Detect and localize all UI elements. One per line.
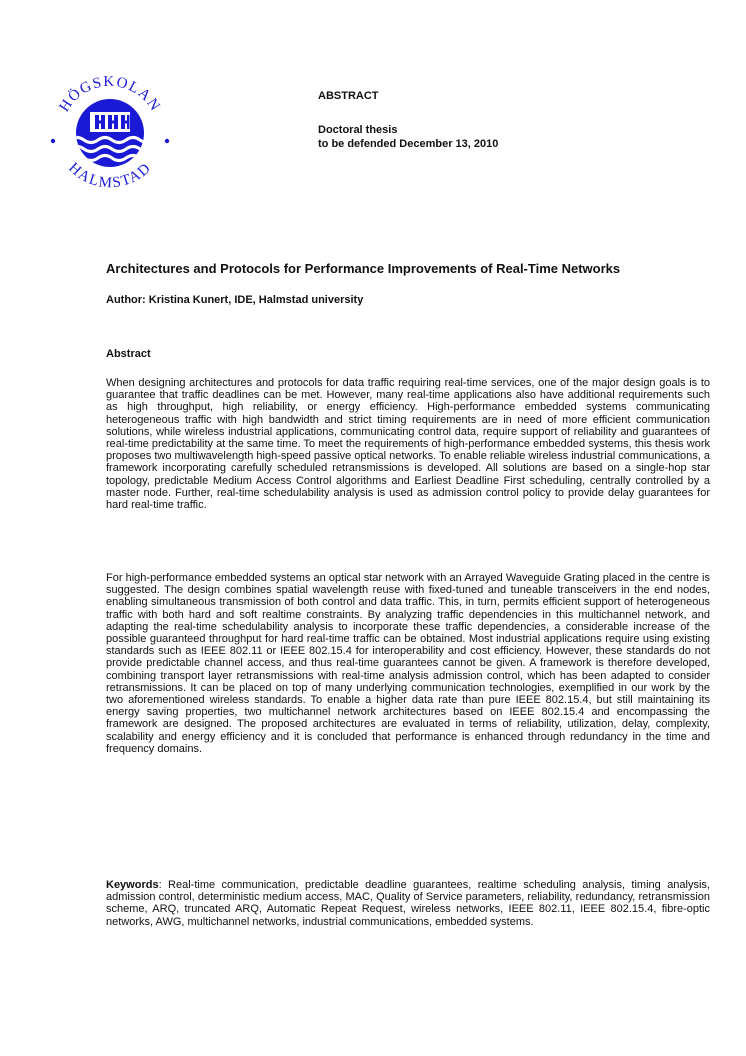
logo-dot-right bbox=[165, 139, 169, 143]
author-line: Author: Kristina Kunert, IDE, Halmstad university bbox=[106, 294, 364, 306]
logo-bottom-text: HALMSTAD bbox=[65, 159, 155, 192]
thesis-line-2: to be defended December 13, 2010 bbox=[318, 138, 499, 150]
doc-type-label: ABSTRACT bbox=[318, 90, 379, 102]
keywords-text: : Real-time communication, predictable deadline guarantees, realtime scheduling analysis, timing analysis, admission control, deterministic medium access, MAC, Quality of Service parameters, reliability, redundancy, retransmission scheme, ARQ, truncated ARQ, Automatic Repeat Request, wireless networks, IEEE 802.11, IEEE 802.15.4, fibre-optic networks, AWG, multichannel networks, industrial communications, embedded systems. bbox=[106, 879, 710, 928]
abstract-heading: Abstract bbox=[106, 348, 151, 360]
logo-svg bbox=[40, 62, 180, 202]
keywords-label: Keywords bbox=[106, 879, 159, 891]
halmstad-university-logo bbox=[40, 62, 180, 202]
logo-dot-left bbox=[51, 139, 55, 143]
header-block bbox=[318, 89, 498, 151]
logo-top-text: HÖGSKOLAN bbox=[56, 73, 164, 115]
abstract-paragraph-1: When designing architectures and protocols for data traffic requiring real-time services, one of the major design goals is to guarantee that traffic deadlines can be met. However, many real-time applications also have additional requirements such as high throughput, high reliability, or energy efficiency. High-performance embedded systems communicating heterogeneous traffic with high bandwidth and strict timing requirements are in need of more efficient communication solutions, while wireless industrial applications, communicating control data, require support of reliability and guarantees of real-time predictability at the same time. To meet the requirements of high-performance embedded systems, this thesis work proposes two multiwavelength high-speed passive optical networks. To enable reliable wireless industrial communications, a framework incorporating carefully scheduled retransmissions is developed. All solutions are based on a single-hop star topology, predictable Medium Access Control algorithms and Earliest Deadline First scheduling, centrally controlled by a master node. Further, real-time schedulability analysis is used as admission control policy to provide delay guarantees for hard real-time traffic. bbox=[106, 377, 710, 512]
abstract-paragraph-2: For high-performance embedded systems an optical star network with an Arrayed Waveguide Grating placed in the centre is suggested. The design combines spatial wavelength reuse with fixed-tuned and tuneable transceivers in the end nodes, enabling simultaneous transmission of both control and data traffic. This, in turn, permits efficient support of heterogeneous traffic with both hard and soft realtime constraints. By analyzing traffic dependencies in this multichannel network, and adapting the real-time schedulability analysis to incorporate these traffic dependencies, a considerable increase of the possible guaranteed throughput for hard real-time traffic can be obtained. Most industrial applications require using existing standards such as IEEE 802.11 or IEEE 802.15.4 for interoperability and cost efficiency. However, these standards do not provide predictable channel access, and thus real-time guarantees cannot be given. A framework is therefore developed, combining transport layer retransmissions with real-time analysis admission control, which has been adapted to consider retransmissions. It can be placed on top of many underlying communication technologies, exemplified in our work by the two aforementioned wireless standards. To enable a higher data rate than pure IEEE 802.15.4, but still maintaining its energy saving properties, two multichannel network architectures based on IEEE 802.15.4 and encompassing the framework are designed. The proposed architectures are evaluated in terms of reliability, utilization, delay, complexity, scalability and energy efficiency and it is concluded that performance is enhanced through redundancy in the time and frequency domains. bbox=[106, 572, 710, 755]
thesis-title: Architectures and Protocols for Performance Improvements of Real-Time Networks bbox=[106, 261, 621, 276]
thesis-line-1: Doctoral thesis bbox=[318, 124, 398, 136]
keywords-paragraph bbox=[106, 879, 710, 928]
logo-emblem bbox=[70, 99, 154, 167]
